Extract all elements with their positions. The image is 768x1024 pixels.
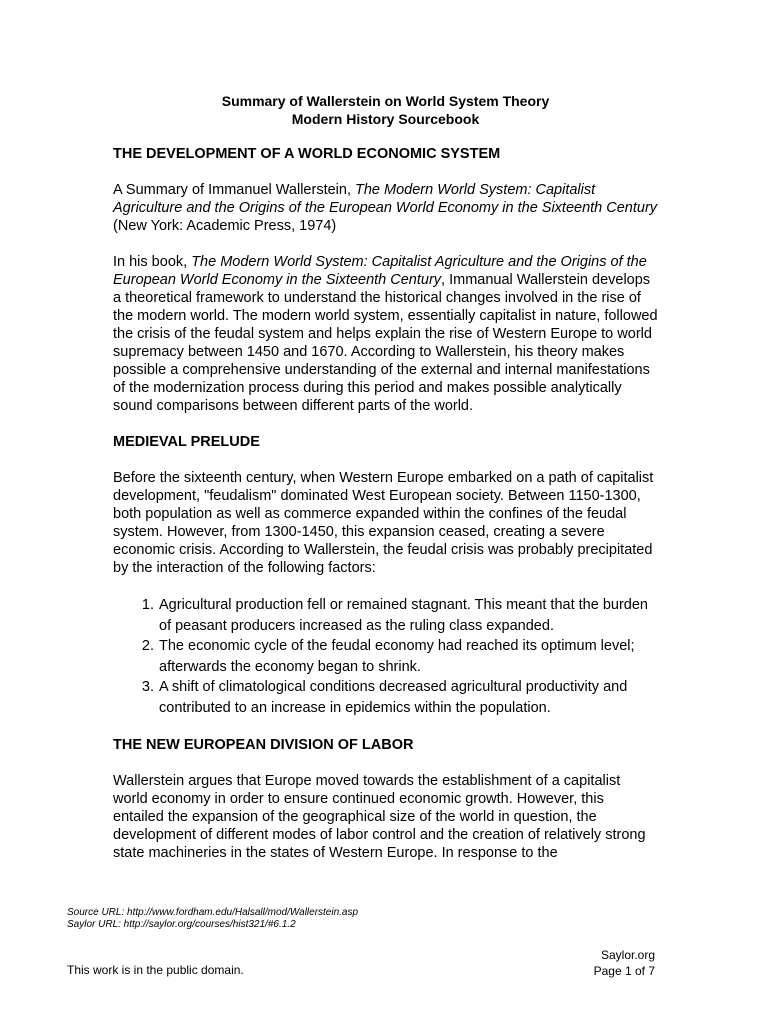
citation-paragraph: A Summary of Immanuel Wallerstein, The Modern World System: Capitalist Agriculture and the Origins of the European World Economy in the Sixteenth Century (New York: Academic Press, 1974) [113,182,658,234]
citation-book-title: The Modern World System: Capitalist Agriculture and the Origins of the European World Economy in the Sixteenth Century [113,182,658,216]
public-domain-notice: This work is in the public domain. [67,963,244,977]
medieval-paragraph: Before the sixteenth century, when Western Europe embarked on a path of capitalist development, "feudalism" dominated West European society. Between 1150-1300, both population as well as commerce expanded within the confines of the feudal system. However, from 1300-1450, this expansion ceased, creating a severe economic crisis. According to Wallerstein, the feudal crisis was probably precipitated by the interaction of the following factors: [113,470,654,576]
footer-site: Saylor.org [600,948,655,962]
list-item: 2. The economic cycle of the feudal economy had reached its optimum level; afterwards the economy began to shrink. [158,636,658,677]
section-heading-development: THE DEVELOPMENT OF A WORLD ECONOMIC SYSTEM [113,146,501,162]
intro-paragraph: In his book, The Modern World System: Capitalist Agriculture and the Origins of the European World Economy in the Sixteenth Century, Immanual Wallerstein develops a theoretical framework to understand the historical changes involved in the rise of the modern world. The modern world system, essentially capitalist in nature, followed the crisis of the feudal system and helps explain the rise of Western Europe to world supremacy between 1450 and 1670. According to Wallerstein, his theory makes possible a comprehensive understanding of the external and internal manifestations of the modernization process during this period and makes possible analytically sound comparisons between different parts of the world. [113,254,658,414]
document-subtitle: Modern History Sourcebook [291,111,480,127]
list-item: 3. A shift of climatological conditions decreased agricultural productivity and contributed to an increase in epidemics within the population. [158,677,658,718]
footer-page-info [594,947,655,979]
intro-book-title: The Modern World System: Capitalist Agriculture and the Origins of the European World Economy in the Sixteenth Century [113,254,647,288]
source-url: Source URL: http://www.fordham.edu/Halsall/mod/Wallerstein.asp [67,907,359,918]
page-number: Page 1 of 7 [593,964,655,978]
saylor-url: Saylor URL: http://saylor.org/courses/hist321/#6.1.2 [67,919,296,930]
document-title: Summary of Wallerstein on World System Theory [221,93,550,109]
section-heading-medieval: MEDIEVAL PRELUDE [113,434,260,450]
division-of-labor-paragraph: Wallerstein argues that Europe moved towards the establishment of a capitalist world economy in order to ensure continued economic growth. However, this entailed the expansion of the geographical size of the world in question, the development of different modes of labor control and the creation of relatively strong state machineries in the states of Western Europe. In response to the [113,773,646,861]
page-body [113,92,658,862]
footer-source-urls [67,907,358,931]
factors-list [113,595,658,718]
list-item: 1. Agricultural production fell or remained stagnant. This meant that the burden of peasant producers increased as the ruling class expanded. [158,595,658,636]
section-heading-division-of-labor: THE NEW EUROPEAN DIVISION OF LABOR [113,737,414,753]
